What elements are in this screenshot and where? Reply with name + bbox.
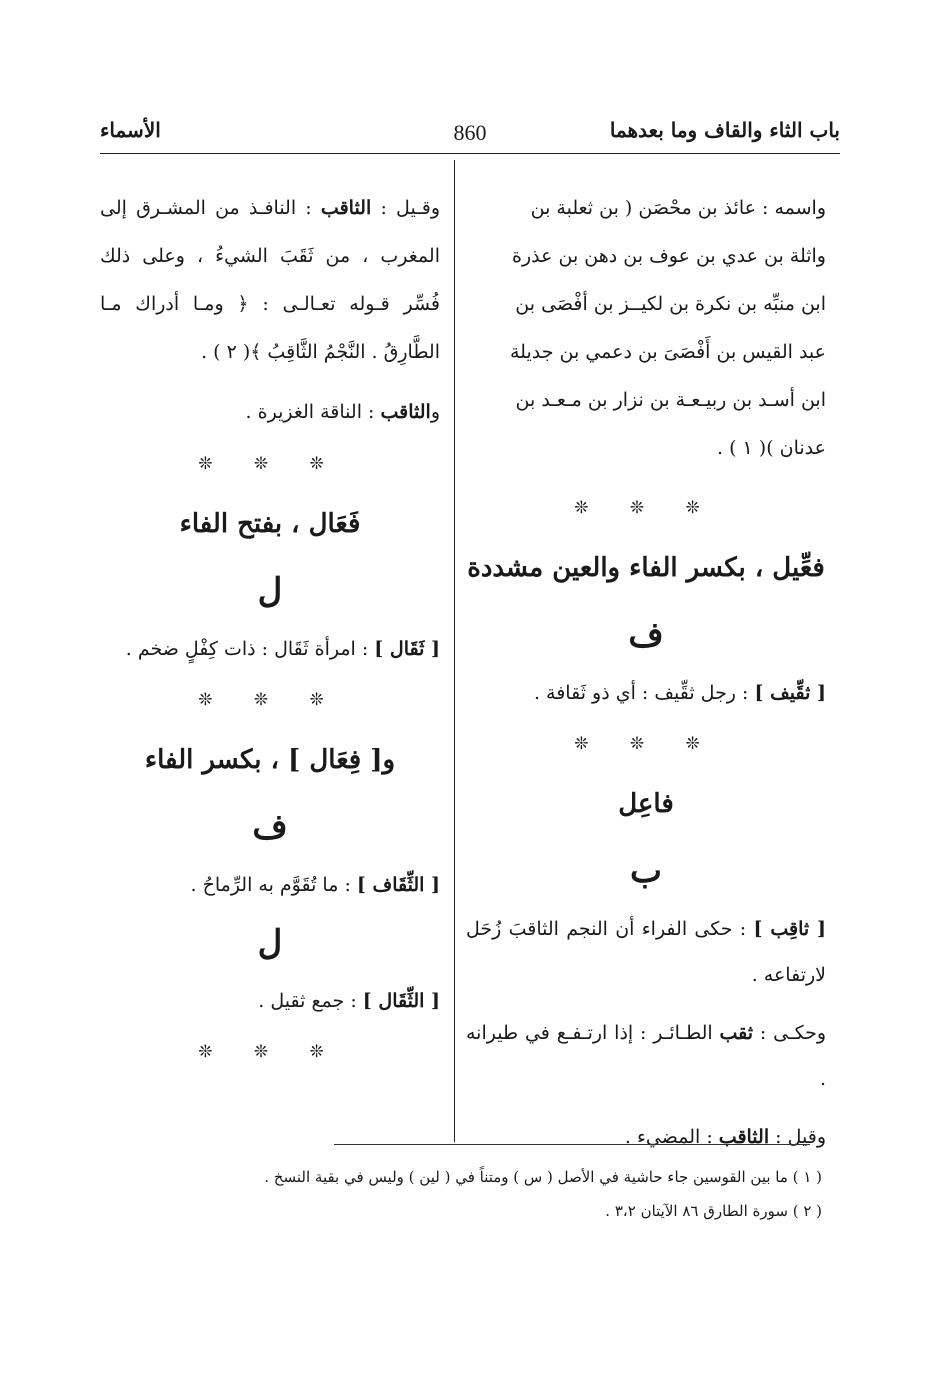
separator-stars: ❊ ❊ ❊: [198, 690, 342, 710]
entry-headword: [ ثاقِب ]: [753, 918, 826, 940]
separator-stars: ❊ ❊ ❊: [198, 454, 342, 474]
entry-headword: الثاقب: [380, 401, 431, 423]
entry-definition: : ما تُقَوَّم به الرِّماحُ .: [190, 874, 351, 896]
dictionary-entry: [466, 906, 826, 998]
separator-stars: ❊ ❊ ❊: [198, 1042, 342, 1062]
entry-definition: : حكى الفراء أن النجم الثاقبَ زُحَل لارتفاعه .: [466, 918, 826, 986]
separator-stars: ❊ ❊ ❊: [574, 734, 718, 754]
dictionary-entry: [466, 670, 826, 716]
dictionary-entry: [100, 388, 440, 436]
entry-headword: ثقب: [719, 1022, 754, 1044]
entry-headword: الثاقب: [320, 197, 372, 219]
letter-heading: ل: [257, 923, 283, 963]
letter-heading: ف: [252, 807, 288, 847]
section-heading: فعِّيل ، بكسر الفاء والعين مشددة: [467, 553, 825, 583]
footnote: ( ١ ) ما بين القوسين جاء حاشية في الأصل ( س ) ومتناً في ( لين ) وليس في بقية النسخ .: [264, 1168, 822, 1186]
page-number: 860: [453, 120, 487, 145]
entry-definition: : المضيء .: [624, 1126, 713, 1148]
dictionary-entry: [466, 1010, 826, 1102]
entry-headword: [ ثَقَال ]: [374, 638, 440, 660]
intro-line: ابن منبِّه بن نكرة بن لكيــز بن أفْصَى بن: [515, 293, 826, 315]
section-heading: و[ فِعَال ] ، بكسر الفاء: [144, 745, 396, 775]
entry-headword: [ ثقِّيف ]: [754, 682, 826, 704]
footnote: ( ٢ ) سورة الطارق ٨٦ الآيتان ٣،٢ .: [605, 1202, 822, 1220]
intro-paragraph: [466, 184, 826, 472]
entry-definition: الطـائـر : إذا ارتـفـع في طيرانه .: [466, 1022, 826, 1090]
left-column: [100, 184, 440, 1080]
page-header: [100, 112, 840, 152]
letter-heading: ل: [257, 571, 283, 611]
entry-headword: [ الثِّقَاف ]: [356, 874, 440, 896]
entry-headword: الثاقب: [718, 1126, 770, 1148]
dictionary-entry: [100, 978, 440, 1024]
chapter-title: باب الثاء والقاف وما بعدهما: [609, 118, 840, 142]
entry-definition: : الناقة الغزيرة .: [245, 401, 375, 423]
intro-line: واثلة بن عدي بن عوف بن دهن بن عذرة: [512, 245, 826, 267]
dictionary-entry: [100, 184, 440, 376]
intro-line: عبد القيس بن أَفْصَىَ بن دعمي بن جديلة: [510, 341, 826, 363]
footnotes: [264, 1160, 822, 1228]
section-heading: فَعَال ، بفتح الفاء: [179, 509, 361, 539]
right-column: [466, 184, 826, 1160]
entry-definition: : النافـذ من المشـرق إلى المغرب ، من ثَقَبَ الشيءُ ، وعلى ذلك فُسِّر قـوله تعـالـى : ﴿ ومـا أدراك مـا الطَّارِقُ . النَّجْمُ الثَّاقِبُ ﴾( ٢ ) .: [100, 197, 440, 363]
entry-definition: : جمع ثقيل .: [258, 990, 357, 1012]
entry-prefix: و: [430, 401, 440, 423]
entry-headword: [ الثِّقَال ]: [362, 990, 440, 1012]
entry-definition: : رجل ثقِّيف : أي ذو ثَقافة .: [533, 682, 749, 704]
section-heading: فاعِل: [618, 789, 674, 819]
footnote-rule: [334, 1144, 810, 1145]
letter-heading: ف: [628, 615, 664, 655]
section-title: الأسماء: [100, 118, 161, 142]
intro-line: عدنان )( ١ ) .: [717, 437, 826, 459]
dictionary-entry: [100, 862, 440, 908]
dictionary-entry: [100, 626, 440, 672]
entry-prefix: وقيل :: [775, 1126, 826, 1148]
header-rule: [100, 153, 840, 154]
entry-prefix: وقـيل :: [380, 197, 441, 219]
separator-stars: ❊ ❊ ❊: [574, 498, 718, 518]
column-divider: [454, 160, 455, 1142]
intro-line: واسمه : عائذ بن محْصَن ( بن ثعلبة بن: [530, 197, 826, 219]
dictionary-entry: [466, 1114, 826, 1160]
intro-line: ابن أسـد بن ربيـعـة بن نزار بن مـعـد بن: [515, 389, 826, 411]
entry-definition: : امرأة ثَقَال : ذات كِفْلٍ ضخم .: [125, 638, 369, 660]
entry-prefix: وحكـى :: [759, 1022, 826, 1044]
letter-heading: ب: [629, 851, 662, 891]
